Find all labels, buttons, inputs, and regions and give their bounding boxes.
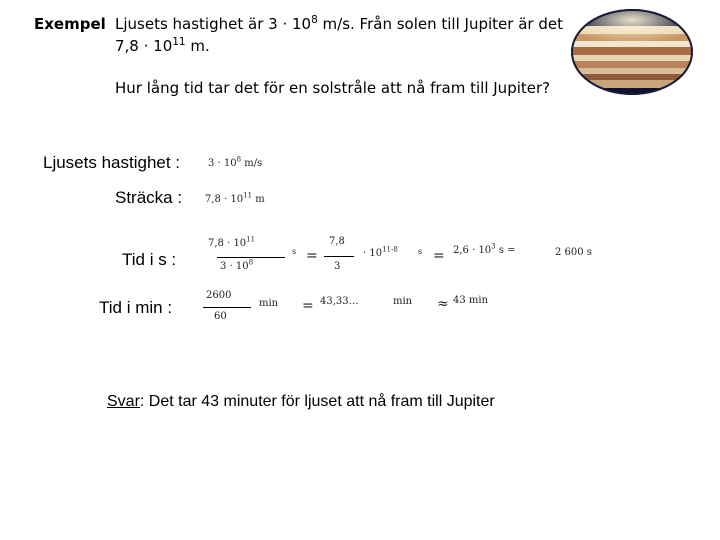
value-text: · 10 xyxy=(363,248,383,259)
value-text: 7,8 · 10 xyxy=(205,194,244,205)
exponent: 11 xyxy=(243,191,253,200)
equals-sign: = xyxy=(306,248,318,264)
fraction-numerator: 7,8 xyxy=(329,236,345,247)
question-text: Hur lång tid tar det för en solstråle att nå fram till Jupiter? xyxy=(115,79,551,97)
value-text: 2,6 · 10 xyxy=(453,245,492,256)
time-seconds-label: Tid i s : xyxy=(122,250,177,269)
value-text: 3 · 10 xyxy=(208,158,237,169)
fraction-denominator: 3 xyxy=(334,261,341,272)
speed-value xyxy=(208,155,263,169)
value-text: 3 · 10 xyxy=(220,261,249,272)
answer-minutes: 43 min xyxy=(453,295,489,306)
distance-value xyxy=(205,191,265,205)
unit-seconds: s xyxy=(418,247,423,256)
speed-label: Ljusets hastighet : xyxy=(43,153,181,172)
exponent: 8 xyxy=(248,258,254,267)
unit-seconds: s xyxy=(292,247,297,256)
answer-text: Det tar 43 minuter för ljuset att nå fram till Jupiter xyxy=(144,393,495,410)
intro-text: Ljusets hastighet är 3 · 10 xyxy=(115,15,312,33)
intro-text: m/s. Från solen till Jupiter är det xyxy=(317,15,563,33)
fraction-bar xyxy=(203,307,251,308)
distance-label: Sträcka : xyxy=(115,188,183,207)
exponent: 8 xyxy=(236,155,242,164)
answer-sentence xyxy=(107,393,495,411)
exponent: 11 xyxy=(246,235,256,244)
exponent: 3 xyxy=(491,242,496,251)
example-label: Exempel xyxy=(34,15,106,33)
intro-line-2 xyxy=(115,37,210,55)
fraction-denominator xyxy=(220,258,254,272)
exponent: 11-8 xyxy=(382,245,398,254)
unit-minutes: min xyxy=(393,296,413,307)
value-minutes: 43,33… xyxy=(320,296,359,307)
intro-text: m. xyxy=(185,37,210,55)
fraction-numerator: 2600 xyxy=(206,290,232,301)
intro-line-1 xyxy=(115,15,563,33)
fraction-bar xyxy=(324,256,354,257)
power-factor xyxy=(363,245,398,259)
value-text: s = xyxy=(495,245,516,256)
equals-sign: = xyxy=(433,248,445,264)
exponent: 8 xyxy=(311,14,318,26)
result-scientific xyxy=(453,242,516,256)
value-text: m xyxy=(252,194,265,205)
answer-colon: : xyxy=(139,393,145,410)
jupiter-photo xyxy=(570,8,694,96)
equals-sign: = xyxy=(302,298,314,314)
unit-minutes: min xyxy=(259,298,279,309)
approx-sign: ≈ xyxy=(437,296,449,312)
fraction-denominator: 60 xyxy=(214,311,227,322)
value-text: m/s xyxy=(241,158,263,169)
time-minutes-label: Tid i min : xyxy=(99,298,173,317)
answer-label: Svar xyxy=(107,393,140,410)
exponent: 11 xyxy=(172,36,186,48)
result-seconds: 2 600 s xyxy=(555,247,592,258)
value-text: 7,8 · 10 xyxy=(208,238,247,249)
fraction-numerator xyxy=(208,235,256,249)
intro-text: 7,8 · 10 xyxy=(115,37,173,55)
